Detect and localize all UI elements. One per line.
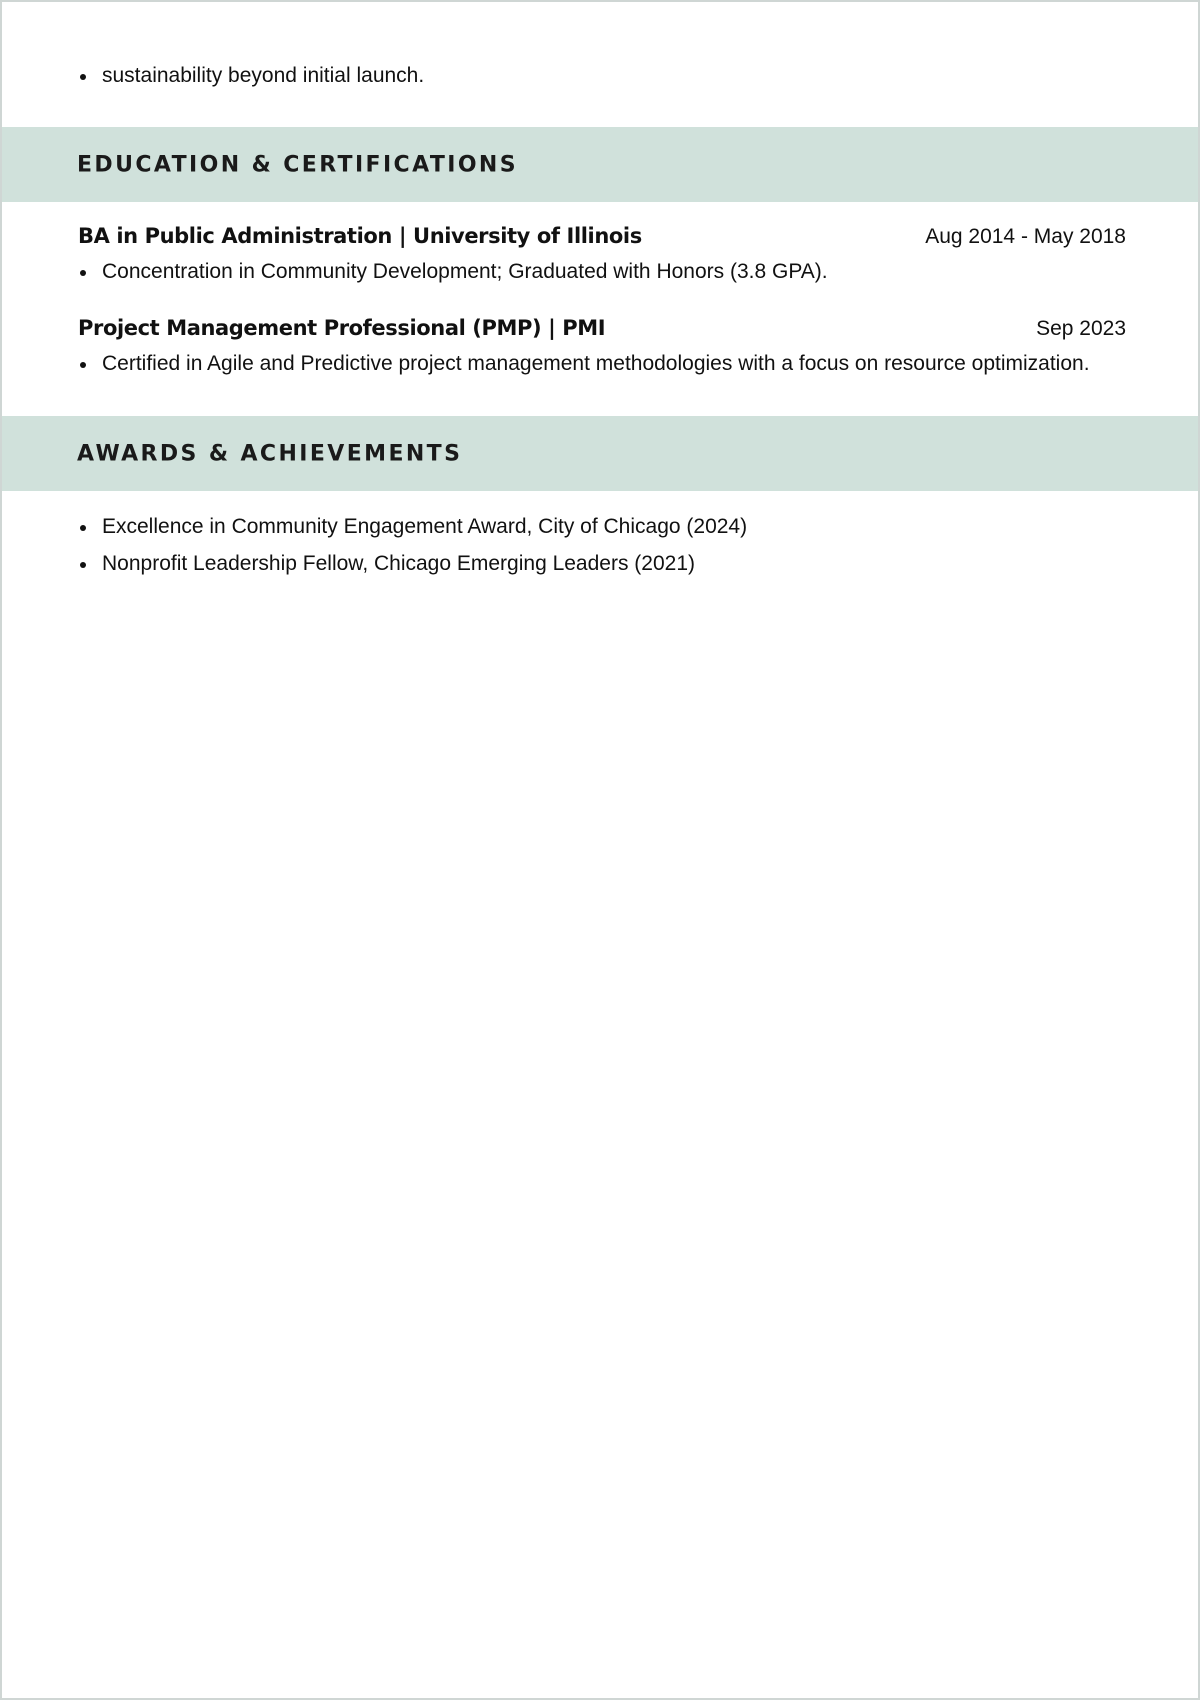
education-section-header <box>2 127 1198 202</box>
award-item: Excellence in Community Engagement Award, City of Chicago (2024) <box>78 513 1126 541</box>
continued-bullet-list <box>78 62 1128 90</box>
entry-bullet: Certified in Agile and Predictive project management methodologies with a focus on resource optimization. <box>78 350 1126 378</box>
entry-title: BA in Public Administration | University of Illinois <box>78 224 642 248</box>
awards-bullet-list <box>78 513 1126 587</box>
entry-bullet-list <box>78 258 1126 286</box>
awards-section-header <box>2 416 1198 491</box>
entry-bullet: Concentration in Community Development; Graduated with Honors (3.8 GPA). <box>78 258 1126 286</box>
entry-header <box>78 316 1126 348</box>
education-section-title: EDUCATION & CERTIFICATIONS <box>77 152 518 177</box>
entry-date: Aug 2014 - May 2018 <box>925 225 1126 248</box>
continued-bullet: sustainability beyond initial launch. <box>78 62 1128 90</box>
awards-section-title: AWARDS & ACHIEVEMENTS <box>77 441 463 466</box>
certification-entry-pmp <box>78 316 1126 378</box>
entry-title: Project Management Professional (PMP) | PMI <box>78 316 606 340</box>
education-entry-ba <box>78 224 1126 286</box>
entry-header <box>78 224 1126 256</box>
award-item: Nonprofit Leadership Fellow, Chicago Emerging Leaders (2021) <box>78 550 1126 578</box>
entry-bullet-list <box>78 350 1126 378</box>
entry-date: Sep 2023 <box>1036 317 1126 340</box>
